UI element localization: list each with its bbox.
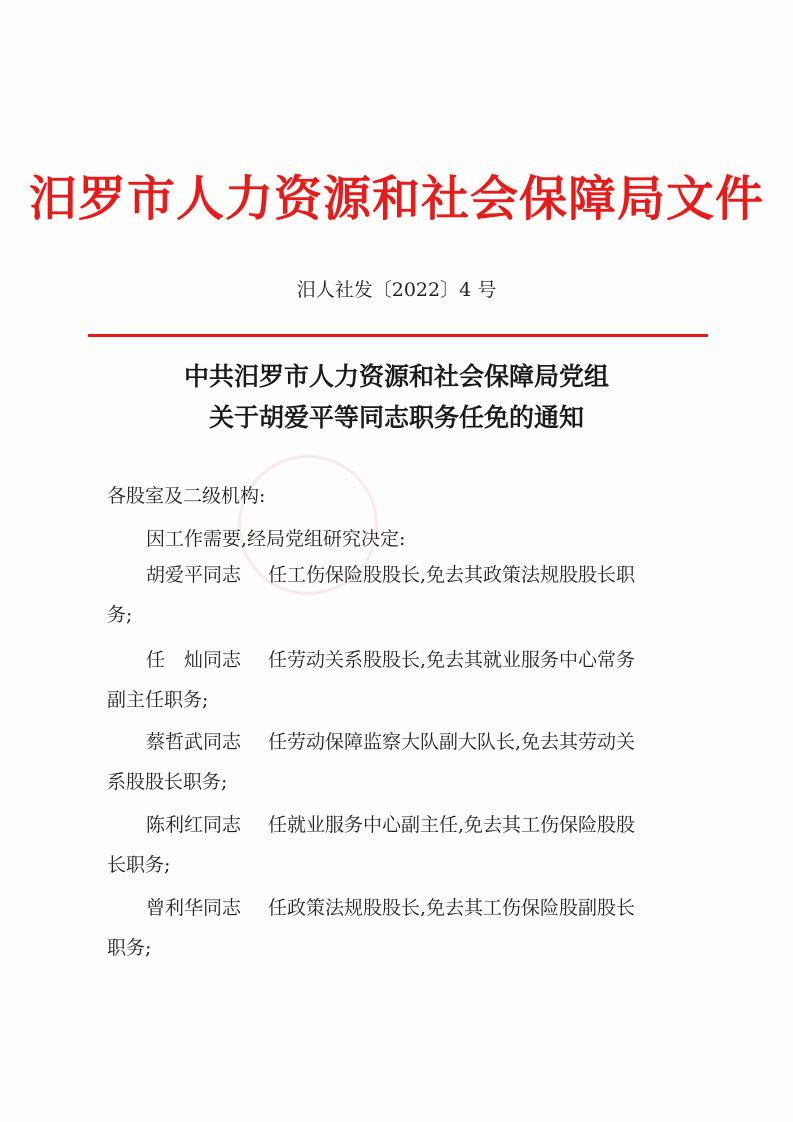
- appointee-name: 胡爱平同志: [146, 564, 242, 586]
- appointment-item: [107, 640, 707, 720]
- appointment-line2: 系股股长职务;: [107, 771, 228, 793]
- appointment-line1: [107, 555, 707, 595]
- appointment-duty: 任工伤保险股股长,免去其政策法规股股长职: [268, 564, 636, 586]
- header-red-rule: [88, 334, 708, 337]
- appointment-duty: 任就业服务中心副主任,免去其工伤保险股股: [268, 814, 636, 836]
- intro-paragraph: 因工作需要,经局党组研究决定:: [146, 528, 406, 550]
- appointee-name: 陈利红同志: [146, 814, 242, 836]
- appointee-name: 蔡哲武同志: [146, 731, 242, 753]
- document-header-title: 汨罗市人力资源和社会保障局文件: [28, 171, 764, 227]
- appointment-line2: 务;: [107, 604, 133, 626]
- appointment-duty: 任劳动保障监察大队副大队长,免去其劳动关: [268, 731, 636, 753]
- appointment-duty: 任政策法规股股长,免去其工伤保险股副股长: [268, 897, 636, 919]
- appointment-line2: 长职务;: [107, 854, 171, 876]
- appointee-name: 曾利华同志: [146, 897, 242, 919]
- appointment-line1: [107, 640, 707, 680]
- appointment-line1: [107, 805, 707, 845]
- appointment-item: [107, 805, 707, 885]
- appointment-item: [107, 555, 707, 635]
- addressee: 各股室及二级机构:: [107, 485, 266, 507]
- appointment-line2: 副主任职务;: [107, 689, 209, 711]
- appointment-line2: 职务;: [107, 937, 152, 959]
- appointee-name: 任 灿同志: [146, 649, 242, 671]
- notice-title-line1: 中共汨罗市人力资源和社会保障局党组: [183, 362, 609, 391]
- appointment-line1: [107, 888, 707, 928]
- appointment-line1: [107, 722, 707, 762]
- document-number: 汨人社发〔2022〕4 号: [296, 279, 497, 301]
- appointment-duty: 任劳动关系股股长,免去其就业服务中心常务: [268, 649, 636, 671]
- appointment-item: [107, 722, 707, 802]
- appointment-item: [107, 888, 707, 968]
- notice-title-line2: 关于胡爱平等同志职务任免的通知: [208, 403, 584, 432]
